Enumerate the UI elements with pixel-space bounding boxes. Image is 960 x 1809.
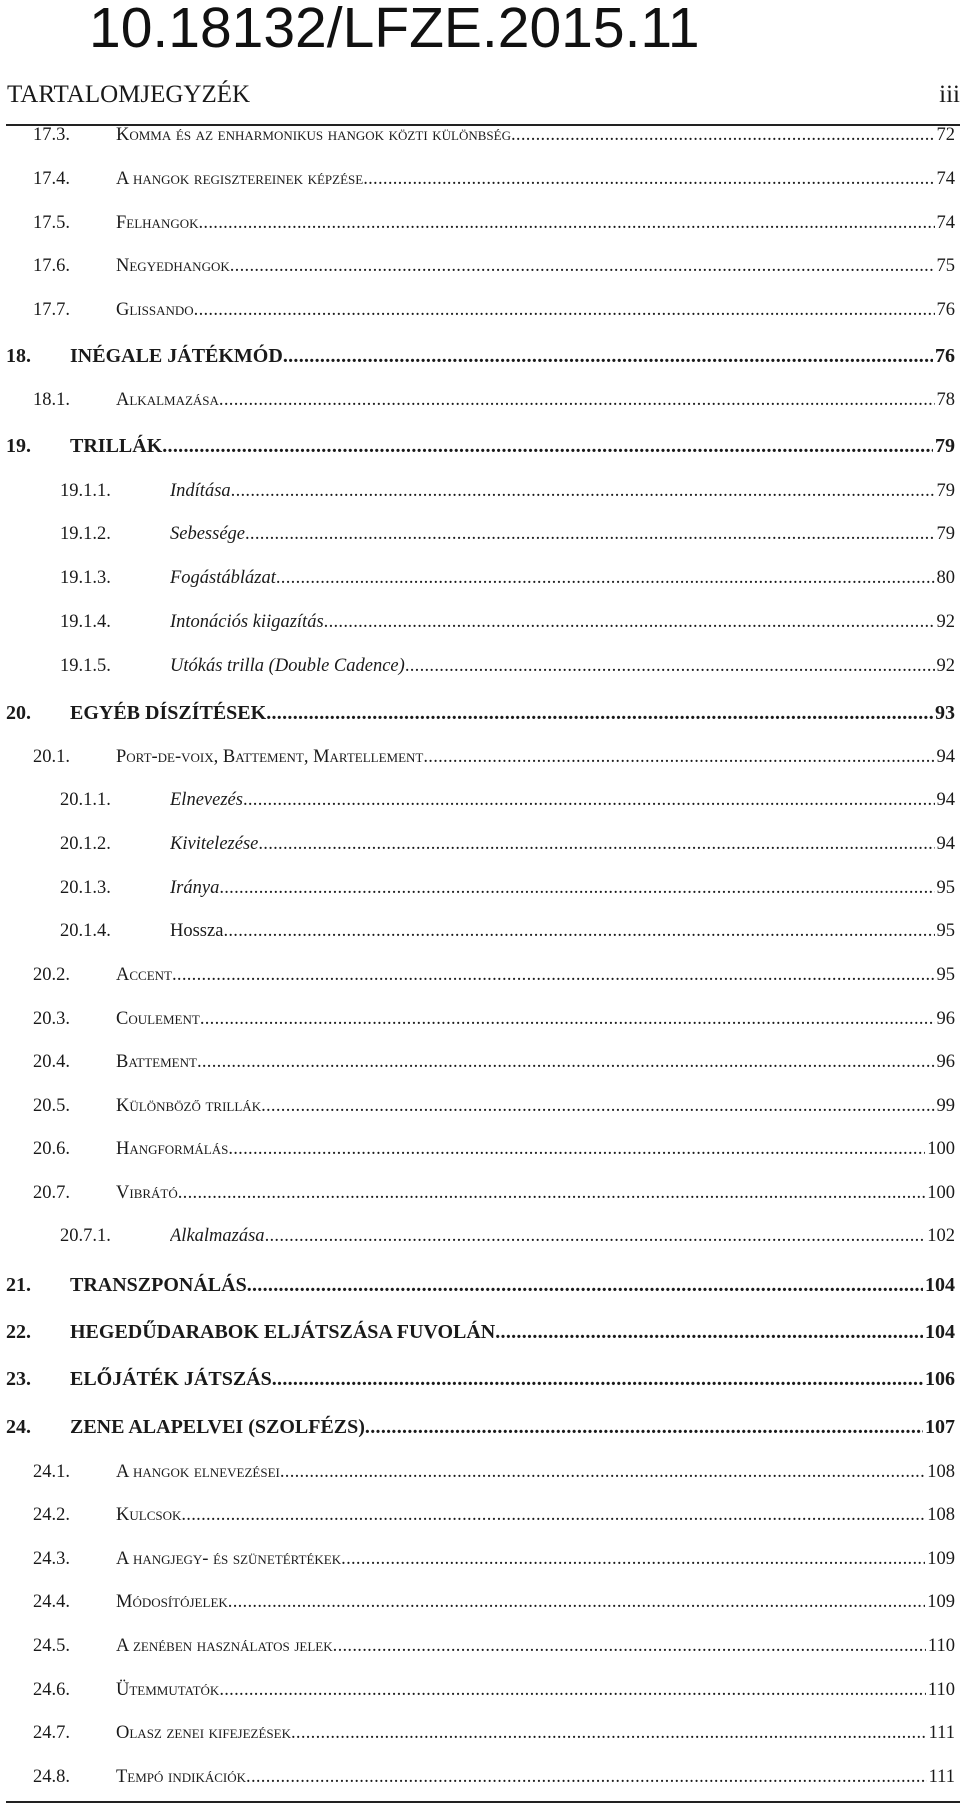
toc-entry[interactable] — [0, 607, 955, 637]
toc-entry-number: 19.1.4. — [60, 612, 111, 632]
toc-entry-number: 19.1.5. — [60, 656, 111, 676]
toc-entry-title: Utókás trilla (Double Cadence) — [170, 656, 405, 676]
toc-entry-number: 20.1. — [33, 747, 70, 767]
toc-entry-title: Hossza — [170, 921, 224, 941]
dot-leader — [228, 1134, 925, 1164]
toc-entry[interactable] — [0, 1587, 955, 1617]
toc-entry-page: 76 — [936, 300, 955, 320]
toc-entry[interactable] — [0, 1457, 955, 1487]
toc-entry-title: Felhangok — [116, 213, 199, 233]
toc-entry-title: Port-de-voix, Battement, Martellement — [116, 747, 424, 767]
toc-entry-title: A zenében használatos jelek — [116, 1636, 333, 1656]
toc-entry[interactable] — [0, 1544, 955, 1574]
toc-entry[interactable] — [0, 651, 955, 681]
toc-entry-number: 20.1.1. — [60, 790, 111, 810]
toc-entry-number: 21. — [6, 1274, 31, 1296]
toc-entry[interactable] — [0, 295, 955, 325]
page-header-title: TARTALOMJEGYZÉK — [7, 81, 251, 108]
toc-entry-page: 80 — [936, 568, 955, 588]
toc-entry-page: 106 — [925, 1368, 955, 1390]
dot-leader — [243, 785, 935, 815]
toc-entry[interactable] — [0, 1221, 955, 1251]
toc-entry[interactable] — [0, 1762, 955, 1792]
dot-leader — [495, 1317, 923, 1347]
toc-entry-page: 110 — [927, 1636, 955, 1656]
toc-entry-number: 24.4. — [33, 1592, 70, 1612]
toc-entry-number: 24.1. — [33, 1462, 70, 1482]
dot-leader — [405, 651, 935, 681]
toc-entry-title: Accent — [116, 965, 172, 985]
toc-entry-page: 102 — [927, 1226, 955, 1246]
dot-leader — [200, 1004, 935, 1034]
toc-entry-page: 107 — [925, 1416, 955, 1438]
toc-entry-page: 74 — [936, 213, 955, 233]
dot-leader — [230, 251, 935, 281]
toc-entry[interactable] — [0, 1317, 955, 1347]
toc-entry[interactable] — [0, 164, 955, 194]
dot-leader — [178, 1178, 926, 1208]
toc-entry-page: 76 — [935, 345, 955, 367]
dot-leader — [283, 341, 933, 371]
toc-entry-number: 22. — [6, 1321, 31, 1343]
toc-entry-page: 100 — [927, 1139, 955, 1159]
toc-entry-page: 92 — [936, 656, 955, 676]
toc-entry-page: 95 — [936, 965, 955, 985]
toc-entry[interactable] — [0, 563, 955, 593]
toc-entry-title: Vibrátó — [116, 1183, 178, 1203]
toc-entry-number: 18. — [6, 345, 31, 367]
dot-leader — [341, 1544, 925, 1574]
toc-entry-page: 109 — [927, 1549, 955, 1569]
toc-entry-number: 24.3. — [33, 1549, 70, 1569]
toc-entry-number: 20.5. — [33, 1096, 70, 1116]
toc-entry-page: 111 — [928, 1723, 955, 1743]
toc-entry[interactable] — [0, 873, 955, 903]
toc-entry[interactable] — [0, 519, 955, 549]
dot-leader — [423, 742, 934, 772]
toc-entry-title: Indítása — [170, 481, 231, 501]
dot-leader — [219, 385, 935, 415]
toc-entry-number: 18.1. — [33, 390, 70, 410]
toc-entry-title: Olasz zenei kifejezések — [116, 1723, 291, 1743]
toc-entry-number: 24.7. — [33, 1723, 70, 1743]
dot-leader — [172, 960, 935, 990]
toc-entry-title: HEGEDŰDARABOK ELJÁTSZÁSA FUVOLÁN — [70, 1321, 496, 1343]
toc-entry-title: Intonációs kiigazítás — [170, 612, 324, 632]
toc-entry-number: 17.6. — [33, 256, 70, 276]
toc-entry-title: Kulcsok — [116, 1505, 182, 1525]
toc-entry[interactable] — [0, 251, 955, 281]
toc-entry-number: 20. — [6, 702, 31, 724]
dot-leader — [365, 1412, 923, 1442]
toc-entry-number: 20.3. — [33, 1009, 70, 1029]
toc-entry-number: 20.1.2. — [60, 834, 111, 854]
toc-entry-number: 24.5. — [33, 1636, 70, 1656]
toc-entry[interactable] — [0, 385, 955, 415]
toc-entry-page: 79 — [935, 435, 955, 457]
toc-entry-page: 94 — [936, 747, 955, 767]
toc-entry-number: 17.3. — [33, 125, 70, 145]
toc-entry[interactable] — [0, 1412, 955, 1442]
toc-entry[interactable] — [0, 1718, 955, 1748]
toc-entry-page: 79 — [936, 481, 955, 501]
toc-entry-number: 24.8. — [33, 1767, 70, 1787]
toc-entry-page: 109 — [927, 1592, 955, 1612]
toc-entry[interactable] — [0, 916, 955, 946]
toc-entry-title: Negyedhangok — [116, 256, 230, 276]
dot-leader — [247, 1270, 923, 1300]
toc-entry-page: 79 — [936, 524, 955, 544]
dot-leader — [261, 1091, 934, 1121]
dot-leader — [265, 1221, 926, 1251]
dot-leader — [363, 164, 934, 194]
toc-entry-title: TRANSZPONÁLÁS — [70, 1274, 247, 1296]
toc-entry-page: 104 — [925, 1321, 955, 1343]
dot-leader — [194, 295, 935, 325]
toc-entry-number: 23. — [6, 1368, 31, 1390]
dot-leader — [333, 1631, 926, 1661]
toc-entry-page: 104 — [925, 1274, 955, 1296]
toc-entry[interactable] — [0, 208, 955, 238]
toc-entry-title: ZENE ALAPELVEI (SZOLFÉZS) — [70, 1416, 365, 1438]
toc-entry-title: Battement — [116, 1052, 197, 1072]
toc-entry-title: Alkalmazása — [116, 390, 219, 410]
toc-entry-number: 20.7.1. — [60, 1226, 111, 1246]
dot-leader — [246, 1762, 927, 1792]
dot-leader — [324, 607, 935, 637]
dot-leader — [219, 873, 934, 903]
dot-leader — [219, 1675, 926, 1705]
toc-entry-page: 99 — [936, 1096, 955, 1116]
toc-entry-title: Glissando — [116, 300, 194, 320]
toc-entry-number: 19. — [6, 435, 31, 457]
toc-entry-title: Sebessége — [170, 524, 245, 544]
toc-entry-title: Tempó indikációk — [116, 1767, 247, 1787]
toc-entry-title: EGYÉB DÍSZÍTÉSEK — [70, 702, 267, 724]
toc-entry-page: 108 — [927, 1505, 955, 1525]
toc-entry-number: 20.1.4. — [60, 921, 111, 941]
toc-entry-number: 19.1.2. — [60, 524, 111, 544]
toc-entry[interactable] — [0, 742, 955, 772]
dot-leader — [272, 1364, 923, 1394]
toc-entry-number: 20.2. — [33, 965, 70, 985]
toc-entry-number: 24.2. — [33, 1505, 70, 1525]
dot-leader — [223, 916, 934, 946]
toc-entry[interactable] — [0, 120, 955, 150]
toc-entry-title: Alkalmazása — [170, 1226, 265, 1246]
toc-entry[interactable] — [0, 1091, 955, 1121]
toc-entry-page: 74 — [936, 169, 955, 189]
toc-entry-title: Különböző trillák — [116, 1096, 262, 1116]
toc-entry-title: A hangok regisztereinek képzése — [116, 169, 364, 189]
toc-entry-number: 20.7. — [33, 1183, 70, 1203]
toc-entry-number: 24. — [6, 1416, 31, 1438]
footer-divider — [6, 1801, 960, 1803]
page-number: iii — [939, 81, 960, 108]
toc-entry[interactable] — [0, 431, 955, 461]
toc-entry-page: 96 — [936, 1052, 955, 1072]
toc-entry-number: 17.7. — [33, 300, 70, 320]
toc-entry-number: 24.6. — [33, 1680, 70, 1700]
dot-leader — [276, 563, 935, 593]
dot-leader — [197, 1047, 935, 1077]
toc-entry-page: 110 — [927, 1680, 955, 1700]
toc-entry-page: 92 — [936, 612, 955, 632]
toc-entry[interactable] — [0, 1270, 955, 1300]
toc-entry[interactable] — [0, 1364, 955, 1394]
toc-entry-page: 94 — [936, 790, 955, 810]
dot-leader — [231, 476, 935, 506]
toc-entry-page: 108 — [927, 1462, 955, 1482]
toc-entry[interactable] — [0, 476, 955, 506]
dot-leader — [266, 698, 933, 728]
toc-entry-page: 95 — [936, 921, 955, 941]
toc-entry-title: Módosítójelek — [116, 1592, 228, 1612]
dot-leader — [258, 829, 934, 859]
toc-entry-page: 94 — [936, 834, 955, 854]
toc-entry-number: 17.4. — [33, 169, 70, 189]
toc-entry-title: Fogástáblázat — [170, 568, 276, 588]
toc-entry-page: 95 — [936, 878, 955, 898]
toc-entry-title: Iránya — [170, 878, 220, 898]
toc-entry-title: INÉGALE JÁTÉKMÓD — [70, 345, 283, 367]
toc-entry[interactable] — [0, 698, 955, 728]
toc-entry-title: Coulement — [116, 1009, 200, 1029]
toc-entry-title: Hangformálás — [116, 1139, 229, 1159]
toc-entry-number: 20.4. — [33, 1052, 70, 1072]
toc-entry[interactable] — [0, 1004, 955, 1034]
toc-entry-title: Komma és az enharmonikus hangok közti különbség — [116, 125, 511, 145]
toc-entry-page: 78 — [936, 390, 955, 410]
doi-watermark: 10.18132/LFZE.2015.11 — [89, 0, 700, 60]
toc-entry[interactable] — [0, 1134, 955, 1164]
toc-entry-page: 93 — [935, 702, 955, 724]
toc-entry-page: 111 — [928, 1767, 955, 1787]
toc-entry[interactable] — [0, 1631, 955, 1661]
toc-entry[interactable] — [0, 829, 955, 859]
toc-entry[interactable] — [0, 1500, 955, 1530]
toc-entry-page: 72 — [936, 125, 955, 145]
dot-leader — [291, 1718, 927, 1748]
toc-entry-number: 17.5. — [33, 213, 70, 233]
toc-entry-title: A hangjegy- és szünetértékek — [116, 1549, 342, 1569]
toc-entry[interactable] — [0, 341, 955, 371]
dot-leader — [199, 208, 935, 238]
toc-entry[interactable] — [0, 1178, 955, 1208]
toc-entry-number: 19.1.3. — [60, 568, 111, 588]
toc-entry-title: ELŐJÁTÉK JÁTSZÁS — [70, 1368, 272, 1390]
toc-entry[interactable] — [0, 785, 955, 815]
toc-entry-number: 20.1.3. — [60, 878, 111, 898]
dot-leader — [245, 519, 935, 549]
dot-leader — [162, 431, 933, 461]
toc-entry-title: TRILLÁK — [70, 435, 163, 457]
dot-leader — [228, 1587, 925, 1617]
toc-entry-page: 96 — [936, 1009, 955, 1029]
toc-entry-page: 75 — [936, 256, 955, 276]
toc-entry[interactable] — [0, 960, 955, 990]
dot-leader — [280, 1457, 925, 1487]
toc-entry-page: 100 — [927, 1183, 955, 1203]
toc-entry[interactable] — [0, 1675, 955, 1705]
toc-entry-number: 20.6. — [33, 1139, 70, 1159]
toc-entry-title: Ütemmutatók — [116, 1680, 220, 1700]
toc-entry[interactable] — [0, 1047, 955, 1077]
toc-entry-title: Kivitelezése — [170, 834, 259, 854]
toc-entry-title: Elnevezés — [170, 790, 243, 810]
dot-leader — [181, 1500, 925, 1530]
dot-leader — [511, 120, 935, 150]
toc-entry-number: 19.1.1. — [60, 481, 111, 501]
toc-entry-title: A hangok elnevezései — [116, 1462, 280, 1482]
